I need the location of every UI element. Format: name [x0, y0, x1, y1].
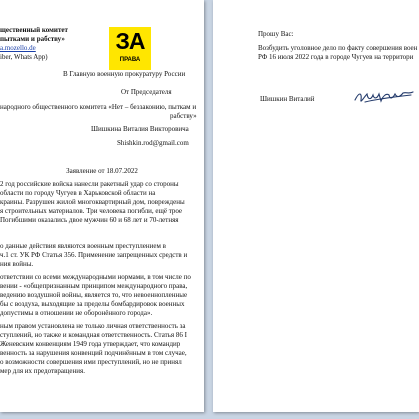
paragraph-4 — [0, 322, 196, 376]
header-website-link[interactable]: a.mozello.de — [0, 44, 36, 52]
signer-name: Шишкин Виталий — [260, 95, 315, 103]
logo-main-text: ЗА — [115, 28, 145, 54]
paragraph-line: ным правом установлена не только личная ответственность за — [0, 322, 186, 330]
statement-title: Заявление от 18.07.2022 — [66, 167, 138, 175]
paragraph-line: ния войны. — [0, 260, 34, 268]
paragraph-line: 2 год российские войска нанесли ракетный удар со стороны — [0, 180, 179, 188]
document-page-right — [213, 0, 419, 412]
logo-sub-text: ПРАВА — [119, 57, 141, 63]
paragraph-line: вении - «общепризнанным принципом международного права, — [0, 282, 188, 290]
paragraph-line: ступлений, но также и командная ответственность. Статья 86 I — [0, 331, 187, 339]
author-name: Шишкина Виталия Викторовича — [91, 125, 189, 133]
request-heading: Прошу Вас: — [258, 30, 294, 38]
handwritten-signature — [353, 86, 415, 108]
header-messengers: iber, Whats App) — [0, 53, 48, 61]
committee-line-1: народного общественного комитета «Нет – беззаконию, пыткам и — [0, 103, 197, 111]
paragraph-line: о данные действия являются военным преступлением в — [0, 242, 166, 250]
author-email: Shishkin.rod@gmail.com — [117, 139, 189, 147]
paragraph-line: венность за нарушения конвенций подчинённым в том случае, — [0, 349, 187, 357]
paragraph-line: Погибшими оказались двое мужчин 60 и 68 лет и 70-летняя — [0, 216, 179, 224]
paragraph-line: допустимы в отношении не оборонённого города». — [0, 309, 153, 317]
recipient-line: В Главную военную прокуратуру России — [63, 70, 186, 78]
paragraph-line: краины. Разрушен жилой многоквартирный дом, повреждены — [0, 198, 185, 206]
document-page-left — [0, 0, 204, 412]
paragraph-2 — [0, 242, 196, 269]
header-line-2: пытками и рабству» — [0, 35, 65, 43]
from-chairman: От Председателя — [121, 88, 172, 96]
paragraph-line: области по городу Чугуев в Харьковской области на — [0, 189, 156, 197]
paragraph-line: бы с воздуха, выходящие за пределы бомбардировок военных — [0, 300, 185, 308]
paragraph-1 — [0, 180, 196, 225]
paragraph-line: о возможности совершения ими преступлений, но не принял — [0, 358, 182, 366]
paragraph-line: мер для их предотвращения. — [0, 367, 85, 375]
request-line-2: РФ 16 июля 2022 года в городе Чугуев на территори — [258, 53, 414, 61]
header-line-1: щественный комитет — [0, 26, 68, 34]
request-line-1: Возбудить уголовное дело по факту совершения воен — [258, 44, 418, 52]
paragraph-line: ответствии со всеми международными нормами, в том числе по — [0, 273, 191, 281]
paragraph-line: я строительных материалов. Три человека погибли, ещё трое — [0, 207, 183, 215]
paragraph-line: ч.1 ст. УК РФ Статья 356. Применение запрещенных средств и — [0, 251, 188, 259]
paragraph-line: Женевским конвенциям 1949 года утверждает, что командир — [0, 340, 181, 348]
paragraph-line: ведению воздушной войны, является то, что невоеннопленные — [0, 291, 188, 299]
logo — [109, 27, 151, 70]
committee-line-2: рабству» — [170, 112, 197, 120]
paragraph-3 — [0, 273, 196, 318]
